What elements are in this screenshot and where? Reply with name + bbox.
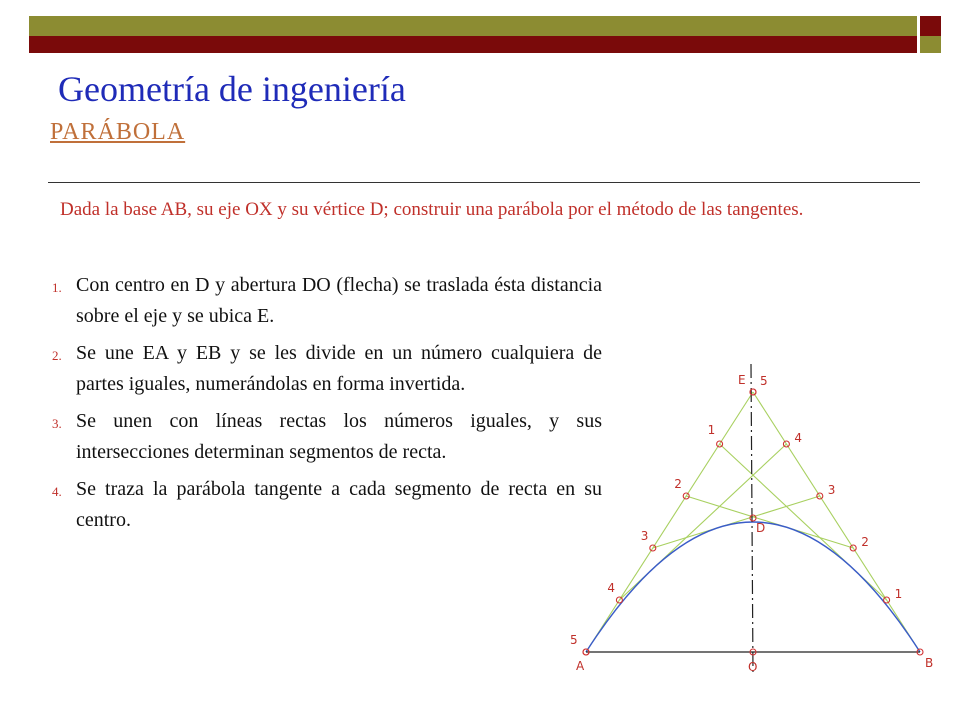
side-eb (753, 392, 920, 652)
parabola-diagram (560, 362, 950, 684)
step-number: 1. (52, 280, 62, 295)
label-left-number: 4 (607, 581, 616, 595)
label-right-number: 4 (794, 431, 803, 445)
side-ea (586, 392, 753, 652)
label-e: E (738, 373, 746, 387)
intro-text: Dada la base AB, su eje OX y su vértice D; construir una parábola por el método de las tangentes. (60, 199, 804, 220)
step-number: 4. (52, 484, 62, 499)
header-band-olive (29, 16, 917, 36)
axis-group (586, 364, 920, 674)
step-text: Se une EA y EB y se les divide en un número cualquiera de partes iguales, numerándolas en forma invertida. (76, 342, 602, 395)
tangent-line (653, 496, 820, 548)
step-number: 3. (52, 416, 62, 431)
divider-line (48, 182, 920, 183)
label-a: A (576, 659, 585, 673)
step-text: Se traza la parábola tangente a cada segmento de recta en su centro. (76, 478, 602, 531)
step-item (52, 474, 602, 536)
header-band-red (29, 36, 917, 53)
step-text: Se unen con líneas rectas los números iguales, y sus intersecciones determinan segmentos de recta. (76, 410, 602, 463)
step-text: Con centro en D y abertura DO (flecha) se traslada ésta distancia sobre el eje y se ubica E. (76, 274, 602, 327)
label-right-number: 2 (861, 535, 869, 549)
label-left-number: 5 (570, 633, 578, 647)
header-square-red (920, 16, 941, 36)
header-square-olive (920, 36, 941, 53)
label-left-number: 1 (707, 423, 716, 437)
label-right-number: 1 (894, 587, 903, 601)
steps-list (52, 270, 602, 542)
label-e-number: 5 (760, 374, 768, 388)
axis-ox (751, 364, 753, 674)
step-number: 2. (52, 348, 62, 363)
step-item (52, 406, 602, 468)
page-subtitle: PARÁBOLA (50, 119, 186, 145)
label-o: O (748, 660, 758, 674)
step-item (52, 270, 602, 332)
step-item (52, 338, 602, 400)
label-left-number: 2 (674, 477, 682, 491)
label-left-number: 3 (640, 529, 649, 543)
label-d: D (756, 521, 766, 535)
tangent-line (686, 496, 853, 548)
page-title: Geometría de ingeniería (58, 69, 406, 109)
header-bar (29, 16, 941, 56)
label-b: B (925, 656, 934, 670)
label-right-number: 3 (827, 483, 836, 497)
